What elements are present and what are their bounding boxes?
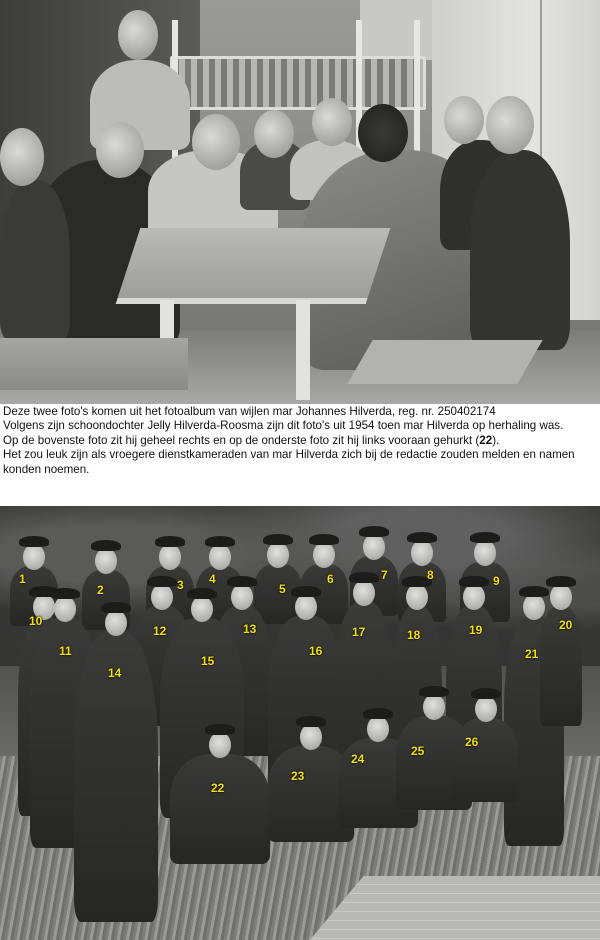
head [192, 114, 240, 170]
caption-line: Het zou leuk zijn als vroegere dienstkameraden van mar Hilverda zich bij de redactie zouden melden en namen konden noemen. [3, 448, 575, 476]
person-label-13: 13 [243, 622, 257, 636]
head [254, 110, 294, 158]
head [118, 10, 158, 60]
person-label-11: 11 [59, 644, 72, 658]
person-label-7: 7 [381, 568, 388, 582]
person-label-4: 4 [209, 572, 216, 586]
person-label-15: 15 [201, 654, 215, 668]
head [486, 96, 534, 154]
person-label-3: 3 [177, 578, 184, 592]
window [360, 0, 432, 60]
head [0, 128, 44, 186]
person-label-26: 26 [465, 735, 479, 749]
person [0, 180, 70, 340]
head [96, 122, 144, 178]
bunk-post [414, 20, 420, 160]
caption-line [3, 434, 599, 448]
person-label-10: 10 [29, 614, 43, 628]
person-label-20: 20 [559, 618, 573, 632]
person-label-14: 14 [108, 666, 122, 680]
person-label-21: 21 [525, 647, 539, 661]
photo-caption [3, 405, 599, 477]
caption-line: Deze twee foto's komen uit het fotoalbum van wijlen mar Johannes Hilverda, reg. nr. 250402174 [3, 405, 496, 418]
person-far-right [470, 150, 570, 350]
person-label-17: 17 [352, 625, 366, 639]
soldier-kneeling [454, 718, 518, 802]
person-label-19: 19 [469, 623, 483, 637]
caption-text: ). [492, 433, 500, 447]
person-label-25: 25 [411, 744, 425, 758]
person-label-5: 5 [279, 582, 286, 596]
table-leg [296, 300, 310, 400]
person-label-24: 24 [351, 752, 365, 766]
person-label-16: 16 [309, 644, 323, 658]
caption-line: Volgens zijn schoondochter Jelly Hilverda-Roosma zijn dit foto's uit 1954 toen mar Hilverda op herhaling was. [3, 419, 564, 433]
person-label-6: 6 [327, 572, 334, 586]
head [444, 96, 484, 144]
person-label-12: 12 [153, 624, 167, 638]
caption-text: Op de bovenste foto zit hij geheel rechts en op de onderste foto zit hij links vooraan gehurkt ( [3, 433, 480, 447]
person-label-22: 22 [211, 781, 225, 795]
person-label-1: 1 [19, 572, 26, 586]
person-label-2: 2 [97, 583, 104, 597]
head [358, 104, 408, 162]
person-label-23: 23 [291, 769, 305, 783]
person-label-18: 18 [407, 628, 421, 642]
barracks-photo [0, 0, 600, 404]
head [312, 98, 352, 146]
person-label-9: 9 [493, 574, 500, 588]
person-label-8: 8 [427, 568, 434, 582]
group-photo [0, 506, 600, 940]
soldier-kneeling [170, 754, 270, 864]
bench [347, 340, 542, 384]
wooden-table [116, 228, 391, 304]
bench [0, 338, 188, 390]
caption-number: 22 [479, 433, 493, 447]
bunk-bed [170, 56, 426, 110]
